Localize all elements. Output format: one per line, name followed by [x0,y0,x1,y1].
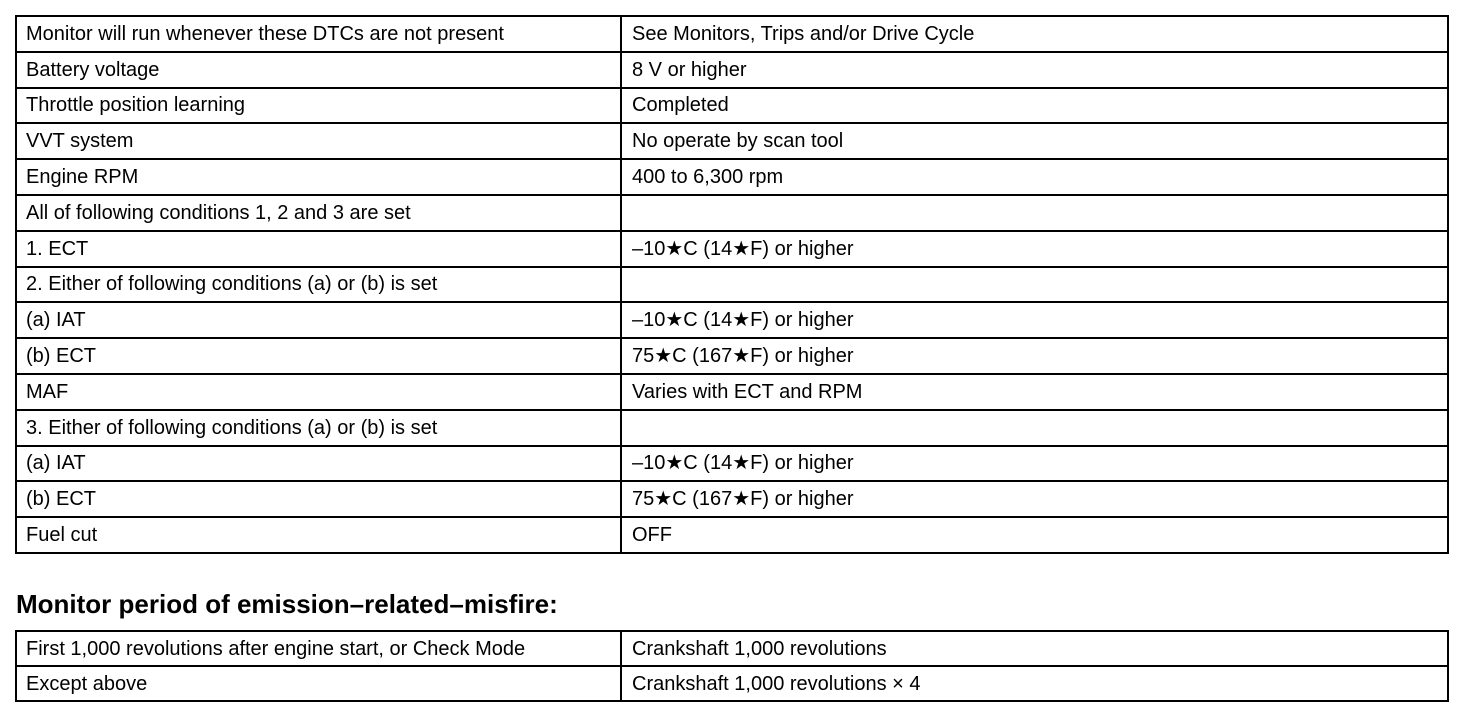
condition-cell: (b) ECT [16,481,621,517]
table-row [16,52,1448,88]
condition-cell: Battery voltage [16,52,621,88]
condition-cell: All of following conditions 1, 2 and 3 are set [16,195,621,231]
value-cell: See Monitors, Trips and/or Drive Cycle [621,16,1448,52]
monitor-conditions-table [15,15,1449,554]
table-row [16,410,1448,446]
condition-cell: First 1,000 revolutions after engine start, or Check Mode [16,631,621,666]
condition-cell: 2. Either of following conditions (a) or (b) is set [16,267,621,303]
value-cell: 400 to 6,300 rpm [621,159,1448,195]
condition-cell: Except above [16,666,621,701]
value-cell: Crankshaft 1,000 revolutions [621,631,1448,666]
value-cell: Crankshaft 1,000 revolutions × 4 [621,666,1448,701]
table-row [16,374,1448,410]
value-cell: No operate by scan tool [621,123,1448,159]
table-row [16,666,1448,701]
condition-cell: 3. Either of following conditions (a) or (b) is set [16,410,621,446]
condition-cell: Monitor will run whenever these DTCs are not present [16,16,621,52]
condition-cell: (a) IAT [16,446,621,482]
condition-cell: 1. ECT [16,231,621,267]
value-cell [621,267,1448,303]
table-row [16,16,1448,52]
value-cell [621,410,1448,446]
table-row [16,517,1448,553]
condition-cell: MAF [16,374,621,410]
table-row [16,267,1448,303]
section-heading: Monitor period of emission–related–misfire: [16,589,558,619]
condition-cell: (a) IAT [16,302,621,338]
table-row [16,231,1448,267]
value-cell: –10★C (14★F) or higher [621,302,1448,338]
value-cell [621,195,1448,231]
table-row [16,481,1448,517]
table-row [16,123,1448,159]
condition-cell: Throttle position learning [16,88,621,124]
value-cell: –10★C (14★F) or higher [621,446,1448,482]
table-row [16,195,1448,231]
value-cell: OFF [621,517,1448,553]
table-row [16,302,1448,338]
table-row [16,446,1448,482]
value-cell: 8 V or higher [621,52,1448,88]
value-cell: Varies with ECT and RPM [621,374,1448,410]
condition-cell: Engine RPM [16,159,621,195]
table-row [16,631,1448,666]
condition-cell: VVT system [16,123,621,159]
monitor-period-table [15,630,1449,702]
value-cell: Completed [621,88,1448,124]
table-row [16,159,1448,195]
value-cell: 75★C (167★F) or higher [621,338,1448,374]
condition-cell: (b) ECT [16,338,621,374]
table-row [16,88,1448,124]
table-row [16,338,1448,374]
value-cell: 75★C (167★F) or higher [621,481,1448,517]
value-cell: –10★C (14★F) or higher [621,231,1448,267]
condition-cell: Fuel cut [16,517,621,553]
